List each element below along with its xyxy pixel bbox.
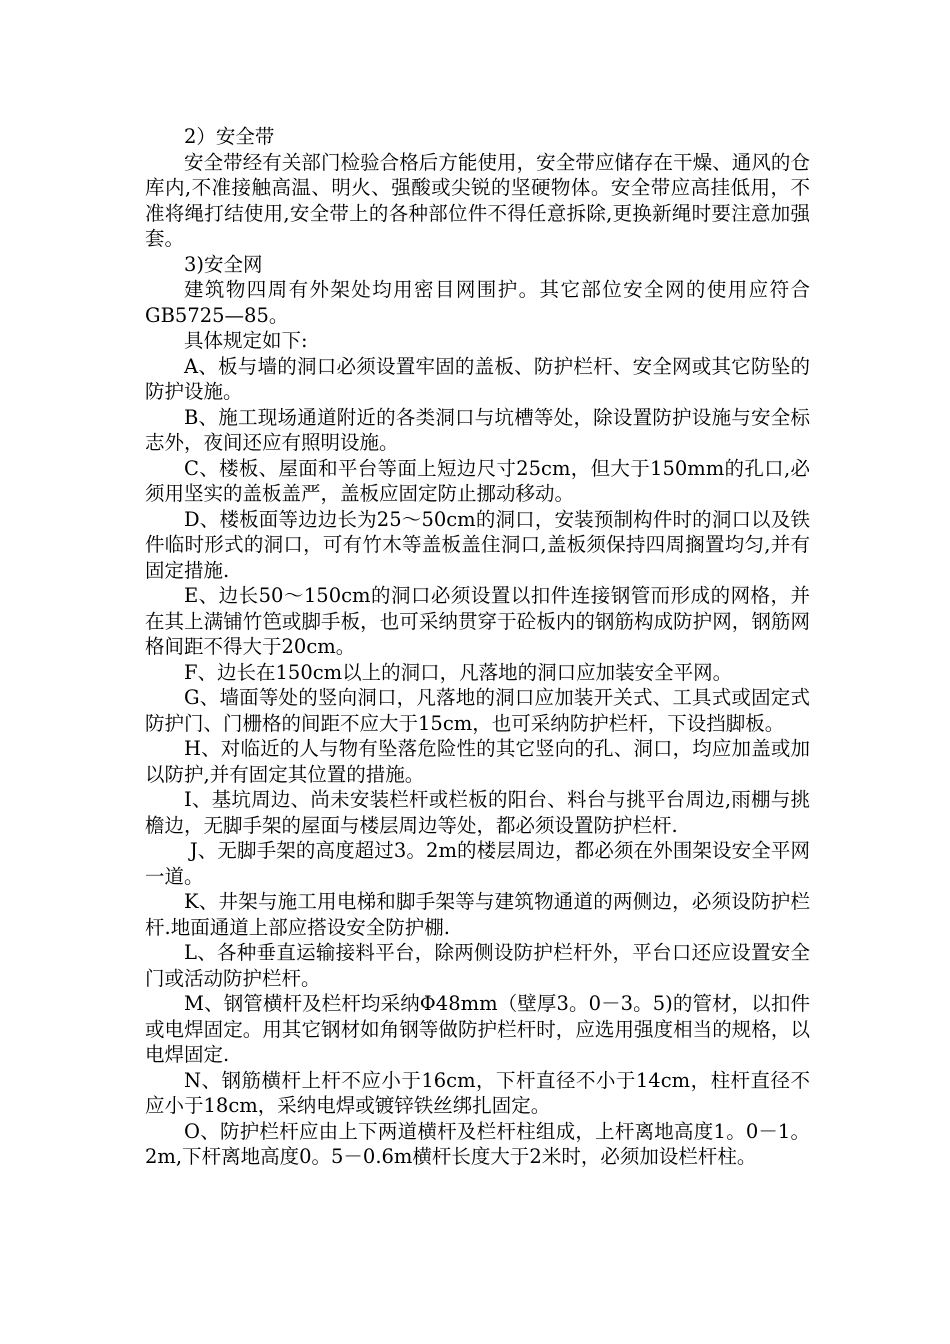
rule-item-l: L、各种垂直运输接料平台，除两侧设防护栏杆外，平台口还应设置安全门或活动防护栏杆。 — [145, 941, 810, 990]
document-body — [145, 124, 810, 1170]
rule-item-a: A、板与墙的洞口必须设置牢固的盖板、防护栏杆、安全网或其它防坠的防护设施。 — [145, 354, 810, 403]
paragraph-safety-net-intro: 建筑物四周有外架处均用密目网围护。其它部位安全网的使用应符合GB5725—85。 — [145, 278, 810, 327]
paragraph-specific-rules: 具体规定如下: — [184, 329, 308, 352]
section-heading-safety-belt: 2）安全带 — [184, 125, 275, 148]
rule-item-k: K、井架与施工用电梯和脚手架等与建筑物通道的两侧边，必须设防护栏杆.地面通道上部应搭设安全防护棚. — [145, 890, 810, 939]
paragraph-safety-belt-rules: 安全带经有关部门检验合格后方能使用，安全带应储存在干燥、通风的仓库内,不准接触高温、明火、强酸或尖锐的坚硬物体。安全带应高挂低用，不准将绳打结使用,安全带上的各种部位件不得任意拆除,更换新绳时要注意加强套。 — [145, 150, 810, 250]
rule-item-b: B、施工现场通道附近的各类洞口与坑槽等处，除设置防护设施与安全标志外，夜间还应有照明设施。 — [145, 405, 810, 454]
rule-item-g: G、墙面等处的竖向洞口，凡落地的洞口应加装开关式、工具式或固定式防护门、门栅格的间距不应大于15cm，也可采纳防护栏杆，下设挡脚板。 — [145, 686, 810, 735]
rule-item-j: J、无脚手架的高度超过3。2m的楼层周边，都必须在外围架设安全平网一道。 — [145, 839, 810, 888]
rule-item-m: M、钢管横杆及栏杆均采纳Φ48mm（壁厚3。0－3。5)的管材，以扣件或电焊固定。用其它钢材如角钢等做防护栏杆时，应选用强度相当的规格，以电焊固定. — [145, 992, 810, 1066]
rule-item-f: F、边长在150cm以上的洞口，凡落地的洞口应加装安全平网。 — [184, 660, 733, 684]
rule-item-n: N、钢筋横杆上杆不应小于16cm，下杆直径不小于14cm，柱杆直径不应小于18cm，采纳电焊或镀锌铁丝绑扎固定。 — [145, 1068, 810, 1117]
rule-item-o: O、防护栏杆应由上下两道横杆及栏杆柱组成，上杆离地高度1。0－1。2m,下杆离地高度0。5－0.6m横杆长度大于2米时，必须加设栏杆柱。 — [145, 1119, 810, 1168]
rule-item-c: C、楼板、屋面和平台等面上短边尺寸25cm，但大于150mm的孔口,必须用坚实的盖板盖严，盖板应固定防止挪动移动。 — [145, 456, 810, 505]
section-heading-safety-net: 3)安全网 — [184, 252, 263, 276]
rule-item-e: E、边长50～150cm的洞口必须设置以扣件连接钢管而形成的网格，并在其上满铺竹笆或脚手板，也可采纳贯穿于砼板内的钢筋构成防护网，钢筋网格间距不得大于20cm。 — [145, 584, 810, 658]
rule-item-h: H、对临近的人与物有坠落危险性的其它竖向的孔、洞口，均应加盖或加以防护,并有固定其位置的措施。 — [145, 737, 810, 786]
rule-item-d: D、楼板面等边边长为25～50cm的洞口，安装预制构件时的洞口以及铁件临时形式的洞口，可有竹木等盖板盖住洞口,盖板须保持四周搁置均匀,并有固定措施. — [145, 507, 810, 582]
rule-item-i: I、基坑周边、尚未安装栏杆或栏板的阳台、料台与挑平台周边,雨棚与挑檐边，无脚手架的屋面与楼层周边等处，都必须设置防护栏杆. — [145, 788, 810, 837]
